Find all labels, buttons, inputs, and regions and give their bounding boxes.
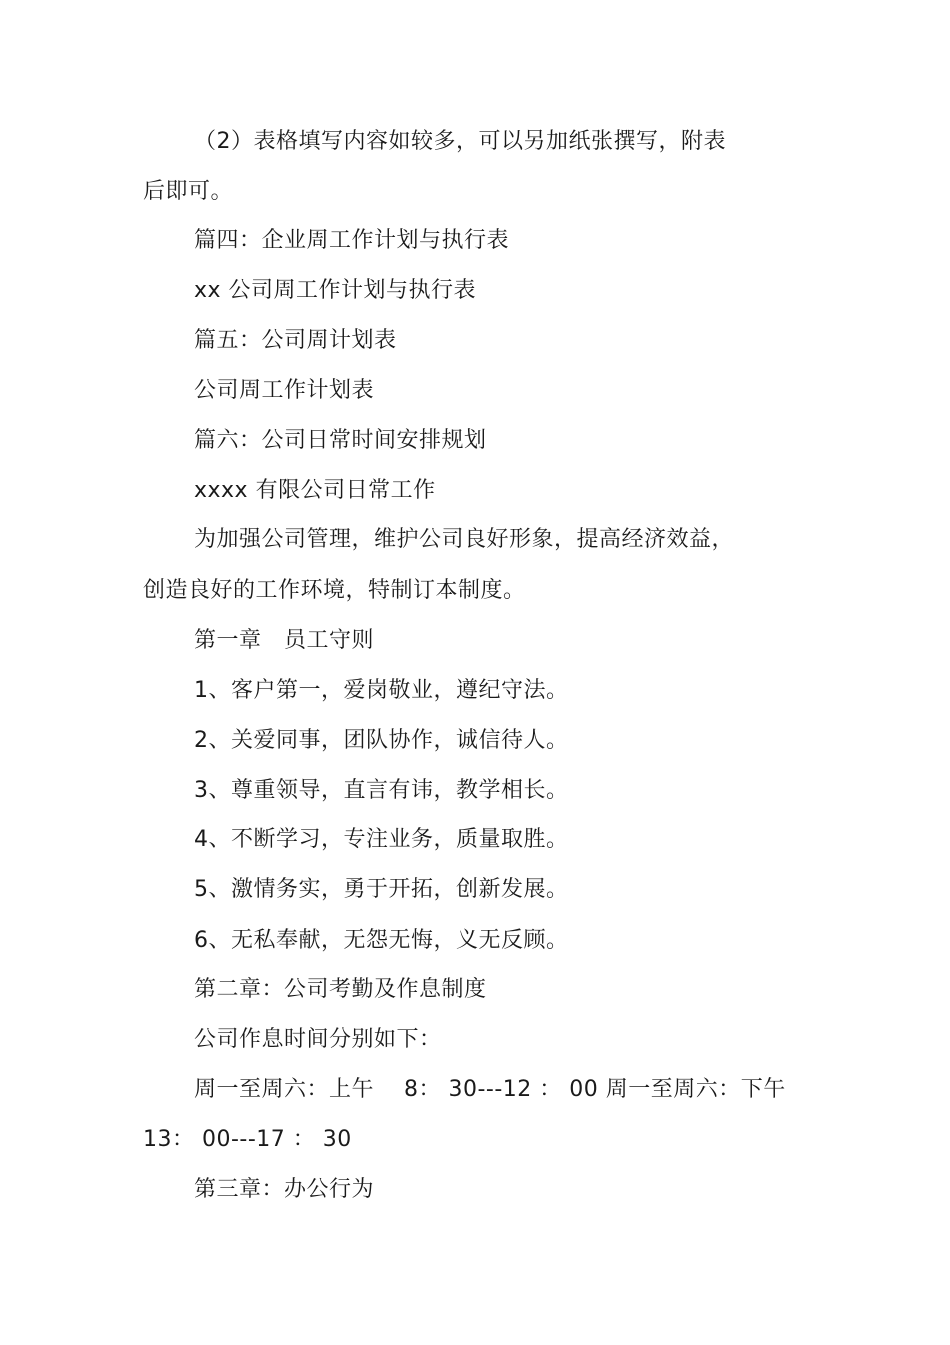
paragraph-line: 为加强公司管理，维护公司良好形象，提高经济效益， [194, 527, 735, 552]
list-item: 3、尊重领导，直言有讳，教学相长。 [194, 778, 569, 803]
list-item: 1、客户第一，爱岗敬业，遵纪守法。 [194, 678, 569, 703]
list-item: 5、激情务实，勇于开拓，创新发展。 [194, 877, 569, 902]
paragraph-line: 后即可。 [143, 179, 234, 204]
section-heading: 篇六：公司日常时间安排规划 [194, 428, 487, 453]
chapter-heading: 第三章：办公行为 [194, 1177, 375, 1202]
section-heading: 篇四：企业周工作计划与执行表 [194, 228, 510, 253]
list-item: 2、关爱同事，团队协作，诚信待人。 [194, 728, 569, 753]
paragraph-line: 13： 00---17 ： 30 [143, 1127, 352, 1152]
paragraph-line: xx 公司周工作计划与执行表 [194, 278, 477, 303]
paragraph-line: 公司作息时间分别如下： [194, 1027, 442, 1052]
list-item: 4、不断学习，专注业务，质量取胜。 [194, 827, 569, 852]
list-item: 6、无私奉献，无怨无悔，义无反顾。 [194, 928, 569, 953]
chapter-heading: 第一章 员工守则 [194, 628, 375, 653]
chapter-heading: 第二章：公司考勤及作息制度 [194, 977, 487, 1002]
paragraph-line: xxxx 有限公司日常工作 [194, 478, 436, 503]
section-heading: 篇五：公司周计划表 [194, 328, 397, 353]
paragraph-line: 周一至周六：上午 8： 30---12 ： 00 周一至周六：下午 [194, 1077, 786, 1102]
paragraph-line: （2）表格填写内容如较多，可以另加纸张撰写，附表 [194, 129, 726, 154]
paragraph-line: 公司周工作计划表 [194, 378, 375, 403]
paragraph-line: 创造良好的工作环境，特制订本制度。 [143, 578, 526, 603]
